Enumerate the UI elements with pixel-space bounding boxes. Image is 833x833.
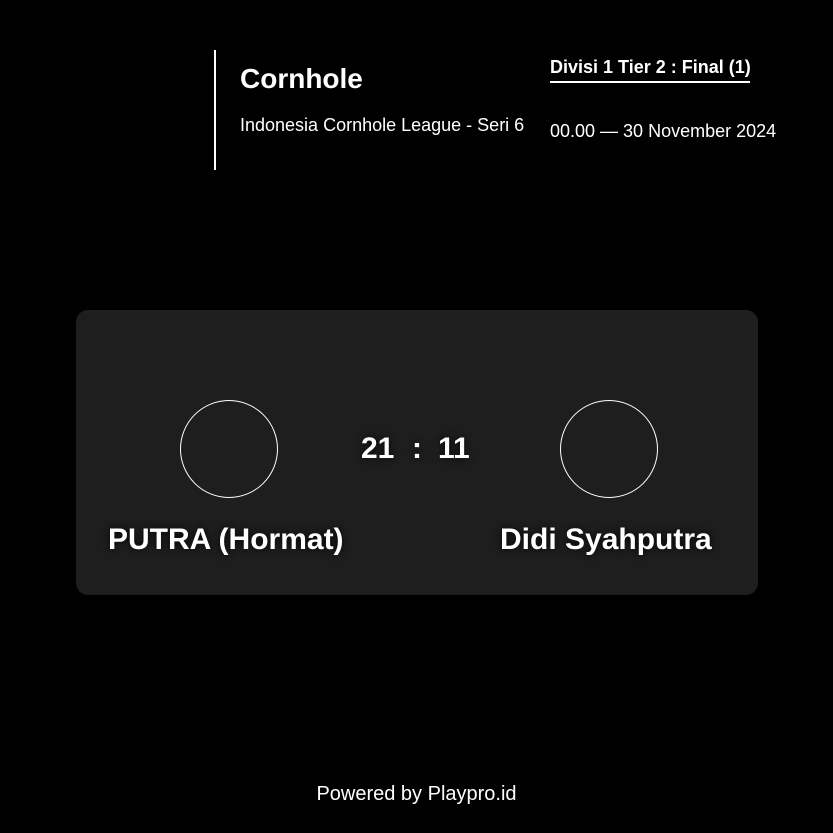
- match-card: [76, 310, 758, 595]
- match-datetime: 00.00 — 30 November 2024: [550, 121, 777, 141]
- league-name: Indonesia Cornhole League - Seri 6: [240, 115, 525, 135]
- score-separator: :: [412, 432, 422, 465]
- division-label: Divisi 1 Tier 2 : Final (1): [550, 57, 751, 77]
- sport-title: Cornhole: [240, 63, 363, 94]
- home-player-name: PUTRA (Hormat): [108, 523, 344, 556]
- header-divider: [214, 50, 216, 170]
- away-player-name: Didi Syahputra: [500, 523, 712, 556]
- home-score: 21: [361, 432, 395, 465]
- away-score: 11: [438, 432, 470, 465]
- division-underline: [550, 81, 750, 83]
- home-player-avatar: [180, 400, 278, 498]
- away-player-avatar: [560, 400, 658, 498]
- powered-by-footer: Powered by Playpro.id: [316, 783, 517, 805]
